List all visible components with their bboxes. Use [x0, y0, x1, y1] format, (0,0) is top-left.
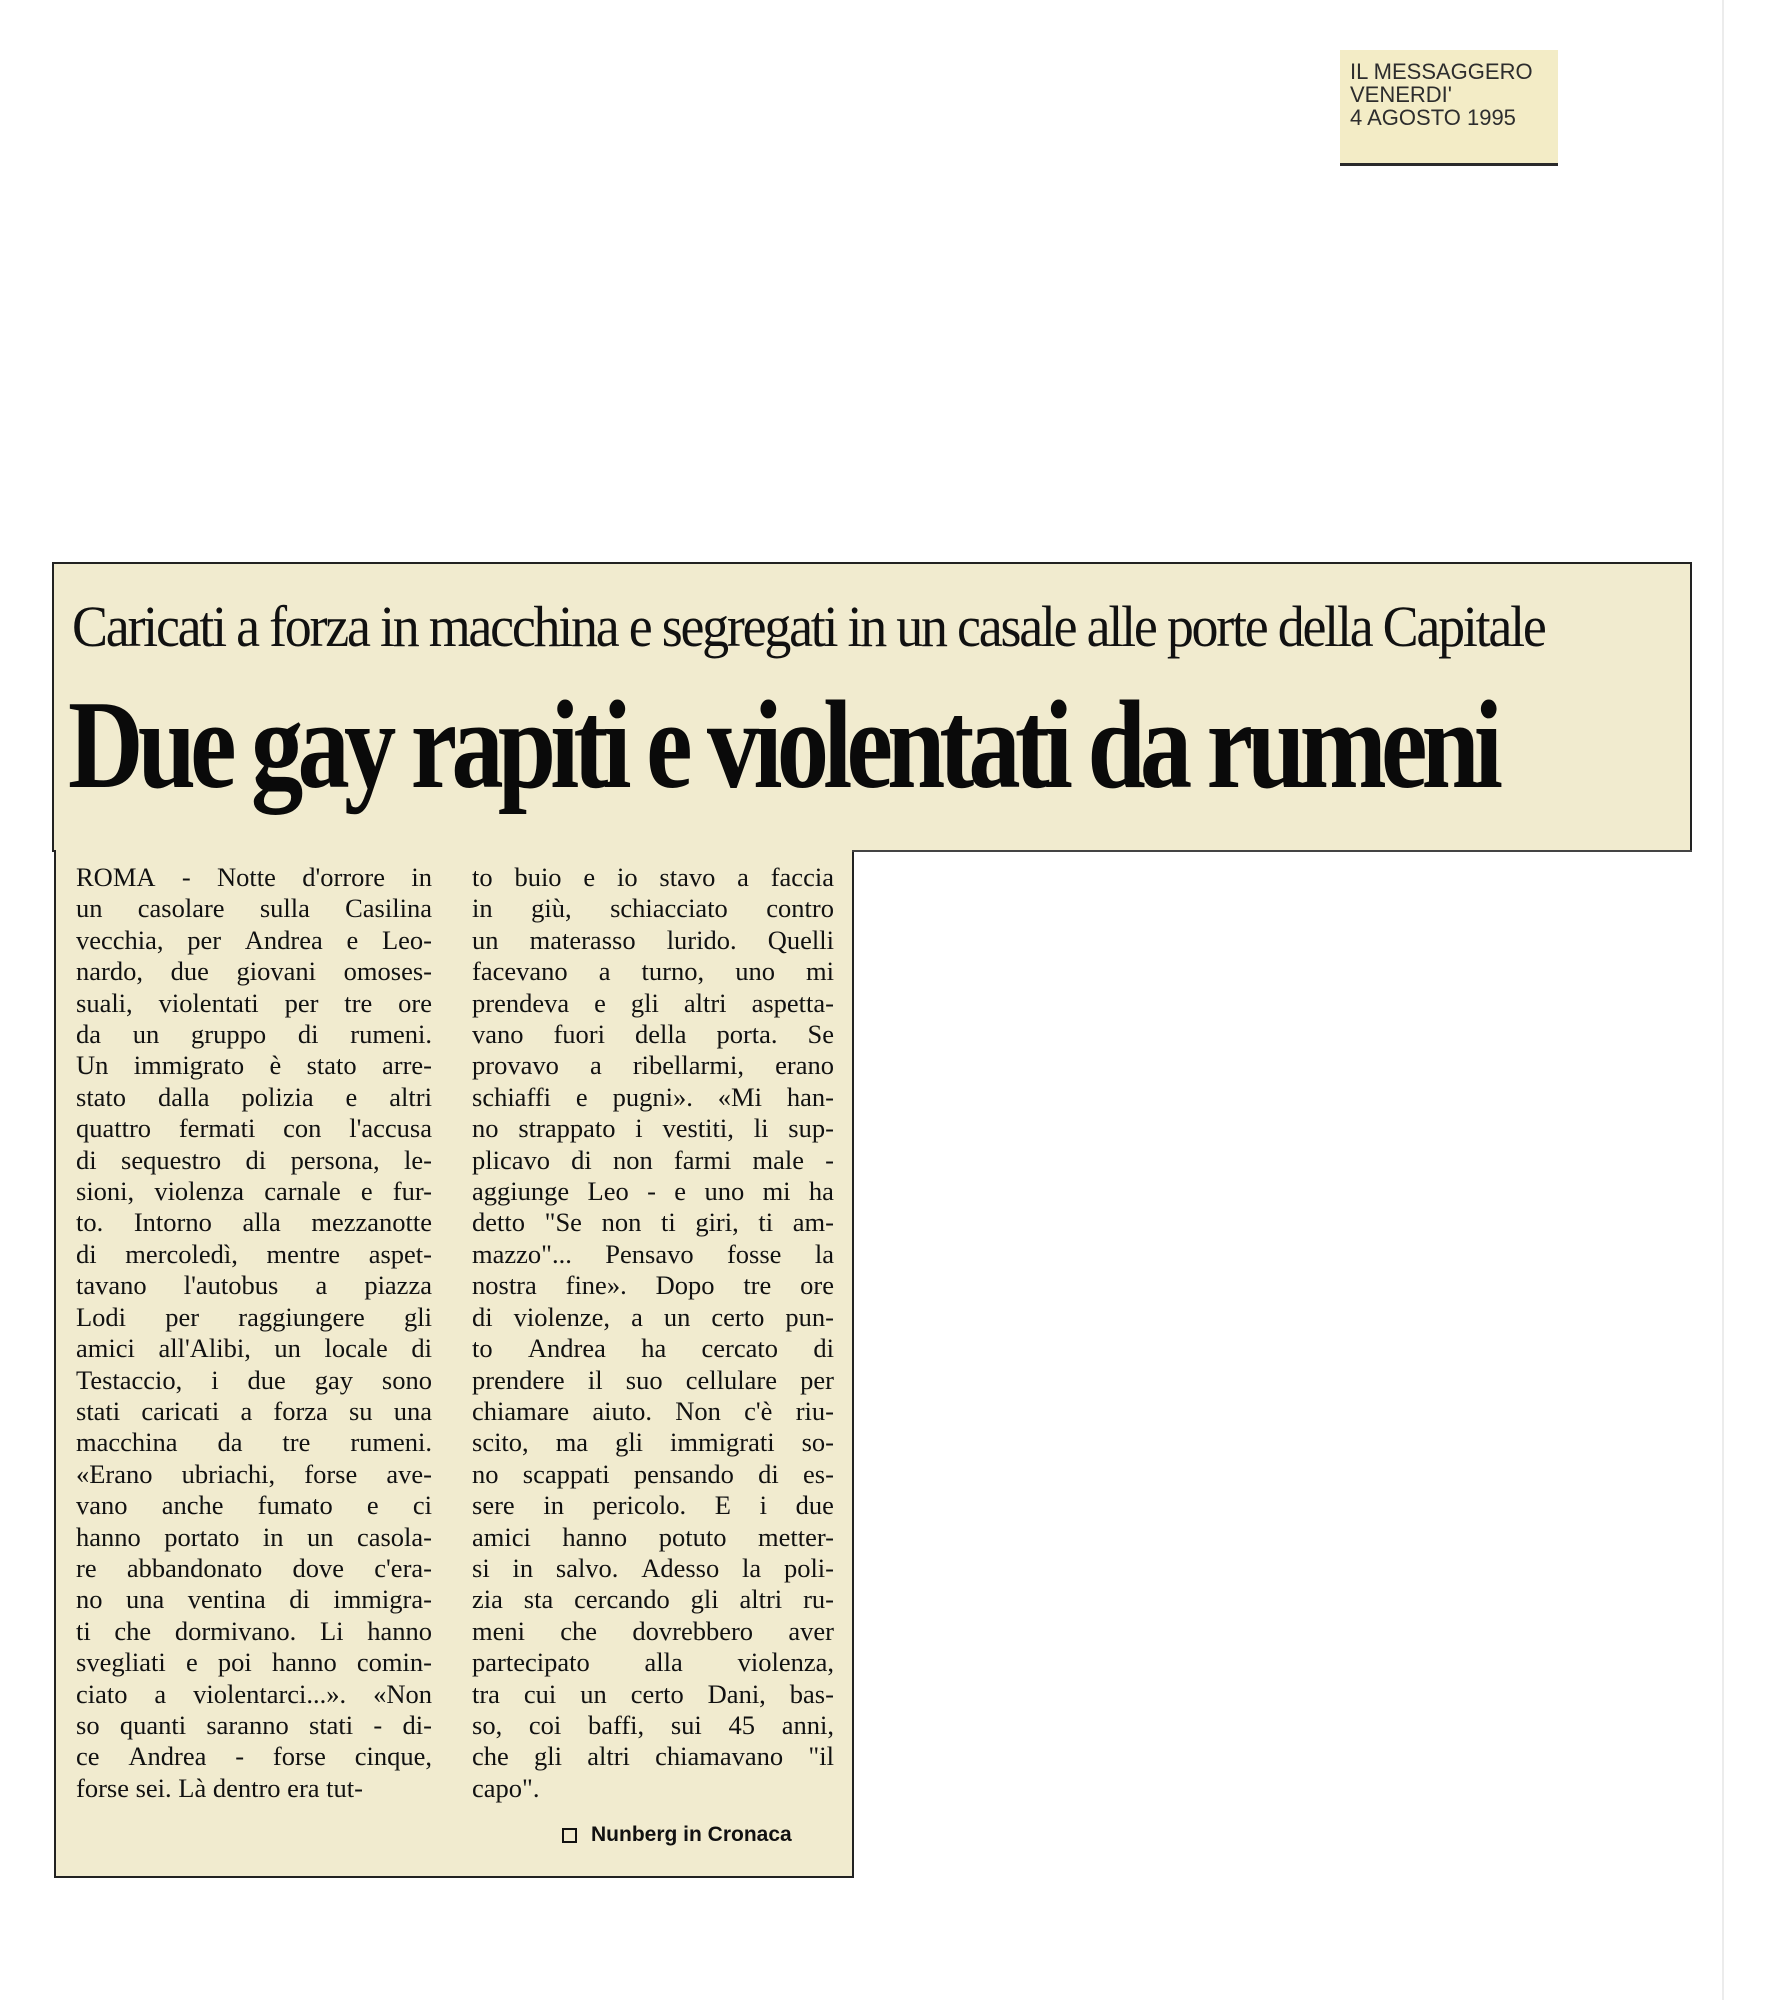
article-line: mazzo"... Pensavo fosse la — [472, 1238, 834, 1269]
article-line: to buio e io stavo a faccia — [472, 862, 834, 892]
article-line: re abbandonato dove c'era- — [76, 1552, 432, 1583]
article-line: schiaffi e pugni». «Mi han- — [472, 1081, 834, 1112]
checkbox-square-icon — [562, 1828, 577, 1843]
article-line: zia sta cercando gli altri ru- — [472, 1584, 834, 1615]
page-edge-line — [1722, 0, 1724, 2000]
publication-day: VENERDI' — [1350, 82, 1452, 107]
article-line: scito, ma gli immigrati so- — [472, 1427, 834, 1458]
article-line: stato dalla polizia e altri — [76, 1081, 432, 1112]
article-line: in giù, schiacciato contro — [472, 893, 834, 924]
article-line: prendeva e gli altri aspetta- — [472, 987, 834, 1018]
article-line: ciato a violentarci...». «Non — [76, 1678, 432, 1709]
article-line: si in salvo. Adesso la poli- — [472, 1552, 834, 1583]
article-line: ROMA - Notte d'orrore in — [76, 862, 432, 892]
article-line: amici all'Alibi, un locale di — [76, 1333, 432, 1364]
article-line: hanno portato in un casola- — [76, 1521, 432, 1552]
article-line: to Andrea ha cercato di — [472, 1333, 834, 1364]
article-line: chiamare aiuto. Non c'è riu- — [472, 1395, 834, 1426]
article-line: Un immigrato è stato arre- — [76, 1050, 432, 1081]
article-line: detto "Se non ti giri, ti am- — [472, 1207, 834, 1238]
article-line: meni che dovrebbero aver — [472, 1615, 834, 1646]
article-line: stati caricati a forza su una — [76, 1395, 432, 1426]
article-line: un casolare sulla Casilina — [76, 893, 432, 924]
article-line: partecipato alla violenza, — [472, 1647, 834, 1678]
source-label — [1340, 50, 1558, 166]
article-line: forse sei. Là dentro era tut- — [76, 1772, 363, 1803]
article-kicker: Caricati a forza in macchina e segregati in un casale alle porte della Capitale — [72, 594, 1545, 659]
article-line: vano anche fumato e ci — [76, 1490, 432, 1521]
article-line: amici hanno potuto metter- — [472, 1521, 834, 1552]
clipping-border — [852, 850, 1692, 852]
article-line: plicavo di non farmi male - — [472, 1144, 834, 1175]
article-byline — [562, 1822, 792, 1848]
article-line: di violenze, a un certo pun- — [472, 1301, 834, 1332]
article-line: so quanti saranno stati - di- — [76, 1709, 432, 1740]
article-line: suali, violentati per tre ore — [76, 987, 432, 1018]
newspaper-name: IL MESSAGGERO — [1350, 59, 1533, 84]
article-line: tra cui un certo Dani, bas- — [472, 1678, 834, 1709]
article-line: nardo, due giovani omoses- — [76, 956, 432, 987]
article-line: ce Andrea - forse cinque, — [76, 1741, 432, 1772]
article-line: capo". — [472, 1772, 540, 1803]
publication-date: 4 AGOSTO 1995 — [1350, 105, 1516, 130]
article-column-2 — [472, 862, 834, 1804]
article-column-1 — [76, 862, 432, 1804]
article-line: che gli altri chiamavano "il — [472, 1741, 834, 1772]
article-line: di sequestro di persona, le- — [76, 1144, 432, 1175]
article-line: nostra fine». Dopo tre ore — [472, 1270, 834, 1301]
article-line: provavo a ribellarmi, erano — [472, 1050, 834, 1081]
article-line: Testaccio, i due gay sono — [76, 1364, 432, 1395]
article-headline: Due gay rapiti e violentati da rumeni — [68, 676, 1498, 815]
article-line: sioni, violenza carnale e fur- — [76, 1176, 432, 1207]
article-line: no una ventina di immigra- — [76, 1584, 432, 1615]
article-line: no scappati pensando di es- — [472, 1458, 834, 1489]
article-line: «Erano ubriachi, forse ave- — [76, 1458, 432, 1489]
article-line: vano fuori della porta. Se — [472, 1019, 834, 1050]
article-line: Lodi per raggiungere gli — [76, 1301, 432, 1332]
article-line: so, coi baffi, sui 45 anni, — [472, 1709, 834, 1740]
byline-text: Nunberg in Cronaca — [591, 1823, 792, 1846]
article-line: no strappato i vestiti, li sup- — [472, 1113, 834, 1144]
article-line: di mercoledì, mentre aspet- — [76, 1238, 432, 1269]
article-line: un materasso lurido. Quelli — [472, 924, 834, 955]
article-line: to. Intorno alla mezzanotte — [76, 1207, 432, 1238]
article-line: aggiunge Leo - e uno mi ha — [472, 1176, 834, 1207]
article-line: ti che dormivano. Li hanno — [76, 1615, 432, 1646]
article-line: prendere il suo cellulare per — [472, 1364, 834, 1395]
article-line: sere in pericolo. E i due — [472, 1490, 834, 1521]
article-line: macchina da tre rumeni. — [76, 1427, 432, 1458]
article-line: vecchia, per Andrea e Leo- — [76, 924, 432, 955]
article-line: quattro fermati con l'accusa — [76, 1113, 432, 1144]
article-line: tavano l'autobus a piazza — [76, 1270, 432, 1301]
article-line: svegliati e poi hanno comin- — [76, 1647, 432, 1678]
article-line: facevano a turno, uno mi — [472, 956, 834, 987]
article-line: da un gruppo di rumeni. — [76, 1019, 432, 1050]
